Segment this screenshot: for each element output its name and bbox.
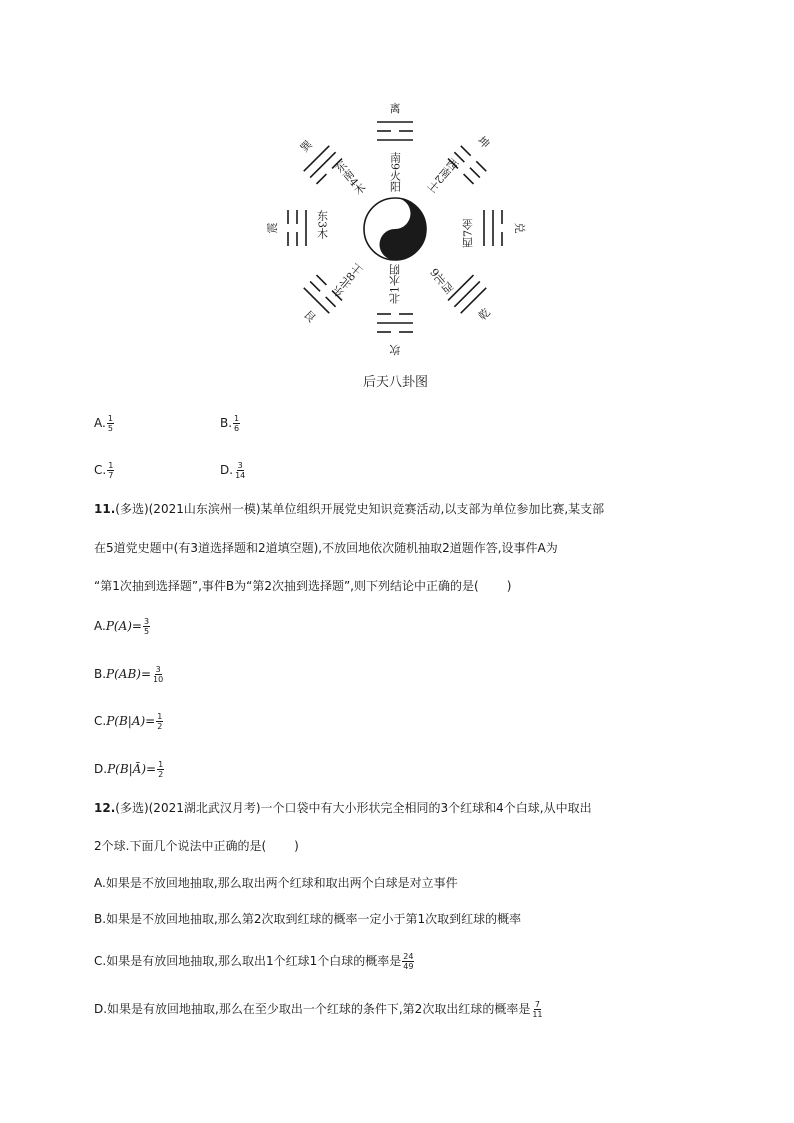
trigram-name-lower-left: 艮 <box>301 307 319 325</box>
label-right: 西7金 <box>461 219 475 248</box>
q10-option-d[interactable]: D. $\frac{3}{14}$ <box>220 461 246 480</box>
label-upper-left: 东南4木 <box>332 158 368 198</box>
q11-stem-line1: 11.(多选)(2021山东滨州一模)某单位组织开展党史知识竞赛活动,以支部为单位参加比赛,某支部 <box>94 502 605 516</box>
bagua-figure <box>250 92 550 372</box>
trigram-name-lower-right: 乾 <box>475 305 493 323</box>
q11-option-b[interactable]: B.P(AB)= $\frac{3}{10}$ <box>94 665 164 684</box>
q10-option-b[interactable]: B. $\frac{1}{6}$ <box>220 414 240 433</box>
taiji-symbol <box>364 198 426 260</box>
q12-option-c[interactable]: C.如果是有放回地抽取,那么取出1个红球1个白球的概率是 $\frac{24}{49}$ <box>94 952 414 971</box>
trigram-dui <box>484 210 502 246</box>
q12-stem-line2: 2个球.下面几个说法中正确的是( ) <box>94 839 299 853</box>
q10-option-c[interactable]: C. $\frac{1}{7}$ <box>94 461 114 480</box>
trigram-name-top: 离 <box>389 102 401 115</box>
trigram-name-bottom: 坎 <box>389 343 401 356</box>
trigram-li <box>377 122 413 140</box>
label-bottom: 北1水阴 <box>388 264 402 304</box>
q11-option-a[interactable]: A.P(A)= $\frac{3}{5}$ <box>94 617 150 636</box>
trigram-zhen <box>288 210 306 246</box>
trigram-qian <box>448 275 486 313</box>
q11-option-d[interactable]: D.P(B|Ā)= $\frac{1}{2}$ <box>94 760 164 779</box>
label-upper-right: 西南2土 <box>424 155 461 195</box>
trigram-kan <box>377 314 413 332</box>
q12-option-d[interactable]: D.如果是有放回地抽取,那么在至少取出一个红球的条件下,第2次取出红球的概率是 $\frac{7}{11}$ <box>94 1000 543 1019</box>
label-top: 南9火阳 <box>388 152 402 192</box>
trigram-name-upper-right: 坤 <box>475 133 493 151</box>
q12-option-b[interactable]: B.如果是不放回地抽取,那么第2次取到红球的概率一定小于第1次取到红球的概率 <box>94 912 522 926</box>
q11-stem-line3: “第1次抽到选择题”,事件B为“第2次抽到选择题”,则下列结论中正确的是( ) <box>94 579 512 593</box>
q12-option-a[interactable]: A.如果是不放回地抽取,那么取出两个红球和取出两个白球是对立事件 <box>94 876 458 890</box>
q10-option-a[interactable]: A. $\frac{1}{5}$ <box>94 414 113 433</box>
label-left: 东3木 <box>315 210 329 239</box>
trigram-name-right: 兑 <box>513 222 526 234</box>
figure-caption: 后天八卦图 <box>363 375 429 390</box>
label-lower-right: 西北6 <box>427 265 457 296</box>
q11-stem-line2: 在5道党史题中(有3道选择题和2道填空题),不放回地依次随机抽取2道题作答,设事件A为 <box>94 541 558 555</box>
trigram-name-left: 震 <box>266 222 279 234</box>
trigram-name-upper-left: 巽 <box>297 137 315 155</box>
label-lower-left: 东北8土 <box>329 261 366 301</box>
q12-stem-line1: 12.(多选)(2021湖北武汉月考)一个口袋中有大小形状完全相同的3个红球和4个白球,从中取出 <box>94 801 592 815</box>
q11-option-c[interactable]: C.P(B|A)= $\frac{1}{2}$ <box>94 712 163 731</box>
